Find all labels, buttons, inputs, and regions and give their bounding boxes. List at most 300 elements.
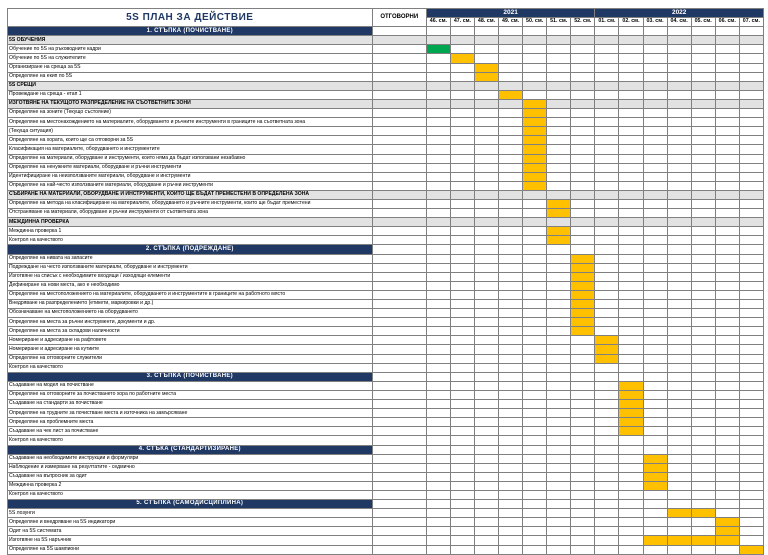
week-cell[interactable] xyxy=(643,254,667,263)
week-cell[interactable] xyxy=(739,199,763,208)
week-cell[interactable] xyxy=(523,327,547,336)
week-cell[interactable] xyxy=(426,63,450,72)
week-cell[interactable] xyxy=(643,127,667,136)
week-cell[interactable] xyxy=(595,500,619,509)
week-cell[interactable] xyxy=(474,336,498,345)
week-cell[interactable] xyxy=(547,318,571,327)
gantt-bar[interactable] xyxy=(643,463,667,472)
week-header[interactable]: 49. см. xyxy=(499,18,523,27)
week-cell[interactable] xyxy=(619,190,643,199)
week-cell[interactable] xyxy=(571,390,595,399)
responsible-cell[interactable] xyxy=(372,72,426,81)
week-cell[interactable] xyxy=(450,254,474,263)
week-cell[interactable] xyxy=(739,354,763,363)
week-cell[interactable] xyxy=(450,527,474,536)
week-cell[interactable] xyxy=(571,27,595,36)
week-cell[interactable] xyxy=(715,263,739,272)
week-cell[interactable] xyxy=(667,381,691,390)
week-cell[interactable] xyxy=(739,436,763,445)
week-header[interactable]: 05. см. xyxy=(691,18,715,27)
week-cell[interactable] xyxy=(667,354,691,363)
week-cell[interactable] xyxy=(474,81,498,90)
week-cell[interactable] xyxy=(619,199,643,208)
year-2021-header[interactable]: 2021 xyxy=(426,9,595,18)
week-cell[interactable] xyxy=(715,445,739,454)
responsible-cell[interactable] xyxy=(372,445,426,454)
week-cell[interactable] xyxy=(450,90,474,99)
week-cell[interactable] xyxy=(450,63,474,72)
week-cell[interactable] xyxy=(426,336,450,345)
week-cell[interactable] xyxy=(499,490,523,499)
week-cell[interactable] xyxy=(739,190,763,199)
week-cell[interactable] xyxy=(595,400,619,409)
week-cell[interactable] xyxy=(571,381,595,390)
gantt-bar[interactable] xyxy=(523,181,547,190)
week-cell[interactable] xyxy=(547,118,571,127)
task-name[interactable]: Дефиниране на нови места, ако е необходимо xyxy=(8,281,373,290)
week-cell[interactable] xyxy=(523,36,547,45)
week-cell[interactable] xyxy=(595,227,619,236)
week-cell[interactable] xyxy=(715,500,739,509)
week-cell[interactable] xyxy=(643,290,667,299)
week-cell[interactable] xyxy=(643,63,667,72)
week-cell[interactable] xyxy=(667,72,691,81)
task-name[interactable]: Обучение по 5S на служителите xyxy=(8,54,373,63)
task-name[interactable]: Създаване на чек лист за почистване xyxy=(8,427,373,436)
gantt-bar[interactable] xyxy=(523,154,547,163)
week-cell[interactable] xyxy=(739,309,763,318)
week-cell[interactable] xyxy=(547,145,571,154)
task-name[interactable]: Наблюдение и измерване на резултатите - седмично xyxy=(8,463,373,472)
week-cell[interactable] xyxy=(691,518,715,527)
week-cell[interactable] xyxy=(426,472,450,481)
week-cell[interactable] xyxy=(595,263,619,272)
week-cell[interactable] xyxy=(571,209,595,218)
week-cell[interactable] xyxy=(619,263,643,272)
week-cell[interactable] xyxy=(739,245,763,254)
gantt-bar[interactable] xyxy=(523,127,547,136)
week-cell[interactable] xyxy=(619,509,643,518)
week-cell[interactable] xyxy=(499,218,523,227)
week-cell[interactable] xyxy=(715,381,739,390)
week-cell[interactable] xyxy=(426,372,450,381)
week-cell[interactable] xyxy=(739,527,763,536)
week-cell[interactable] xyxy=(547,272,571,281)
week-cell[interactable] xyxy=(547,363,571,372)
week-cell[interactable] xyxy=(426,290,450,299)
week-cell[interactable] xyxy=(571,463,595,472)
week-cell[interactable] xyxy=(523,245,547,254)
gantt-bar[interactable] xyxy=(571,327,595,336)
week-cell[interactable] xyxy=(426,236,450,245)
week-cell[interactable] xyxy=(547,154,571,163)
week-cell[interactable] xyxy=(450,409,474,418)
week-cell[interactable] xyxy=(691,290,715,299)
week-cell[interactable] xyxy=(426,218,450,227)
responsible-cell[interactable] xyxy=(372,518,426,527)
gantt-bar[interactable] xyxy=(571,300,595,309)
week-cell[interactable] xyxy=(739,390,763,399)
week-cell[interactable] xyxy=(643,427,667,436)
week-cell[interactable] xyxy=(715,472,739,481)
task-name[interactable]: Одит на 5S системата xyxy=(8,527,373,536)
week-cell[interactable] xyxy=(643,45,667,54)
gantt-bar[interactable] xyxy=(643,536,667,545)
week-cell[interactable] xyxy=(619,472,643,481)
week-cell[interactable] xyxy=(523,281,547,290)
week-cell[interactable] xyxy=(450,99,474,108)
step-title[interactable]: 3. СТЪПКА (ПОЧИСТВАНЕ) xyxy=(8,372,373,381)
week-cell[interactable] xyxy=(499,118,523,127)
week-cell[interactable] xyxy=(643,490,667,499)
week-cell[interactable] xyxy=(426,418,450,427)
week-cell[interactable] xyxy=(739,490,763,499)
responsible-cell[interactable] xyxy=(372,218,426,227)
week-cell[interactable] xyxy=(667,36,691,45)
task-name[interactable]: Контрол на качеството xyxy=(8,490,373,499)
week-cell[interactable] xyxy=(547,172,571,181)
week-cell[interactable] xyxy=(595,527,619,536)
week-cell[interactable] xyxy=(691,136,715,145)
week-cell[interactable] xyxy=(667,327,691,336)
week-cell[interactable] xyxy=(667,272,691,281)
responsible-cell[interactable] xyxy=(372,254,426,263)
week-cell[interactable] xyxy=(619,318,643,327)
week-cell[interactable] xyxy=(619,118,643,127)
week-cell[interactable] xyxy=(547,454,571,463)
week-cell[interactable] xyxy=(547,336,571,345)
week-cell[interactable] xyxy=(499,536,523,545)
task-name[interactable]: Обозначаване на местоположението на оборудването xyxy=(8,309,373,318)
week-cell[interactable] xyxy=(523,190,547,199)
week-cell[interactable] xyxy=(547,27,571,36)
week-cell[interactable] xyxy=(499,309,523,318)
week-cell[interactable] xyxy=(691,327,715,336)
week-cell[interactable] xyxy=(523,72,547,81)
week-cell[interactable] xyxy=(643,245,667,254)
week-cell[interactable] xyxy=(547,127,571,136)
week-cell[interactable] xyxy=(499,318,523,327)
week-cell[interactable] xyxy=(667,436,691,445)
week-cell[interactable] xyxy=(643,163,667,172)
week-cell[interactable] xyxy=(450,181,474,190)
week-cell[interactable] xyxy=(667,290,691,299)
week-cell[interactable] xyxy=(739,72,763,81)
gantt-bar[interactable] xyxy=(571,290,595,299)
week-cell[interactable] xyxy=(474,136,498,145)
week-cell[interactable] xyxy=(426,381,450,390)
week-cell[interactable] xyxy=(571,154,595,163)
week-cell[interactable] xyxy=(739,400,763,409)
week-cell[interactable] xyxy=(426,409,450,418)
week-cell[interactable] xyxy=(595,363,619,372)
week-cell[interactable] xyxy=(523,90,547,99)
week-cell[interactable] xyxy=(523,345,547,354)
week-cell[interactable] xyxy=(499,36,523,45)
week-cell[interactable] xyxy=(715,99,739,108)
week-cell[interactable] xyxy=(474,145,498,154)
week-cell[interactable] xyxy=(426,518,450,527)
week-cell[interactable] xyxy=(571,236,595,245)
week-cell[interactable] xyxy=(643,227,667,236)
year-2022-header[interactable]: 2022 xyxy=(595,9,764,18)
week-cell[interactable] xyxy=(450,345,474,354)
week-cell[interactable] xyxy=(715,290,739,299)
week-cell[interactable] xyxy=(595,190,619,199)
week-cell[interactable] xyxy=(667,300,691,309)
week-cell[interactable] xyxy=(619,145,643,154)
week-cell[interactable] xyxy=(499,500,523,509)
week-header[interactable]: 06. см. xyxy=(715,18,739,27)
task-name[interactable]: Определяне на материали, оборудване и инструменти, които няма да бъдат използвани незабавно xyxy=(8,154,373,163)
week-cell[interactable] xyxy=(595,300,619,309)
week-cell[interactable] xyxy=(643,27,667,36)
week-cell[interactable] xyxy=(547,99,571,108)
week-cell[interactable] xyxy=(619,81,643,90)
week-cell[interactable] xyxy=(450,509,474,518)
responsible-cell[interactable] xyxy=(372,454,426,463)
week-cell[interactable] xyxy=(571,145,595,154)
week-cell[interactable] xyxy=(547,481,571,490)
task-name[interactable]: Подреждане на често използваните материали, оборудване и инструменти xyxy=(8,263,373,272)
responsible-cell[interactable] xyxy=(372,163,426,172)
week-cell[interactable] xyxy=(523,45,547,54)
week-cell[interactable] xyxy=(739,209,763,218)
responsible-cell[interactable] xyxy=(372,463,426,472)
responsible-cell[interactable] xyxy=(372,327,426,336)
week-cell[interactable] xyxy=(523,318,547,327)
week-cell[interactable] xyxy=(691,445,715,454)
week-cell[interactable] xyxy=(643,318,667,327)
week-cell[interactable] xyxy=(619,209,643,218)
week-cell[interactable] xyxy=(667,490,691,499)
week-cell[interactable] xyxy=(667,90,691,99)
week-cell[interactable] xyxy=(547,409,571,418)
responsible-cell[interactable] xyxy=(372,45,426,54)
week-cell[interactable] xyxy=(739,90,763,99)
week-cell[interactable] xyxy=(474,36,498,45)
week-cell[interactable] xyxy=(450,363,474,372)
week-cell[interactable] xyxy=(499,472,523,481)
week-cell[interactable] xyxy=(426,127,450,136)
gantt-bar[interactable] xyxy=(547,236,571,245)
gantt-bar[interactable] xyxy=(691,509,715,518)
week-cell[interactable] xyxy=(474,427,498,436)
week-cell[interactable] xyxy=(499,127,523,136)
gantt-bar[interactable] xyxy=(571,309,595,318)
week-cell[interactable] xyxy=(499,172,523,181)
week-cell[interactable] xyxy=(691,345,715,354)
week-cell[interactable] xyxy=(739,463,763,472)
week-cell[interactable] xyxy=(619,54,643,63)
responsible-cell[interactable] xyxy=(372,245,426,254)
week-cell[interactable] xyxy=(523,427,547,436)
task-name[interactable]: Класификация на материалите, оборудването и инструментите xyxy=(8,145,373,154)
week-cell[interactable] xyxy=(499,372,523,381)
week-cell[interactable] xyxy=(619,545,643,554)
week-cell[interactable] xyxy=(547,254,571,263)
week-cell[interactable] xyxy=(499,381,523,390)
week-cell[interactable] xyxy=(426,199,450,208)
week-cell[interactable] xyxy=(474,509,498,518)
week-cell[interactable] xyxy=(426,509,450,518)
week-cell[interactable] xyxy=(571,136,595,145)
week-cell[interactable] xyxy=(571,409,595,418)
task-name[interactable]: Контрол на качеството xyxy=(8,436,373,445)
week-cell[interactable] xyxy=(643,109,667,118)
week-cell[interactable] xyxy=(595,72,619,81)
week-cell[interactable] xyxy=(667,527,691,536)
week-cell[interactable] xyxy=(450,454,474,463)
week-cell[interactable] xyxy=(426,136,450,145)
week-cell[interactable] xyxy=(739,272,763,281)
week-cell[interactable] xyxy=(739,163,763,172)
gantt-bar[interactable] xyxy=(523,118,547,127)
week-cell[interactable] xyxy=(571,181,595,190)
week-cell[interactable] xyxy=(523,454,547,463)
week-cell[interactable] xyxy=(571,45,595,54)
week-header[interactable]: 03. см. xyxy=(643,18,667,27)
week-header[interactable]: 07. см. xyxy=(739,18,763,27)
week-cell[interactable] xyxy=(474,436,498,445)
week-cell[interactable] xyxy=(571,109,595,118)
gantt-bar[interactable] xyxy=(619,390,643,399)
week-cell[interactable] xyxy=(499,54,523,63)
responsible-cell[interactable] xyxy=(372,436,426,445)
task-name[interactable]: Определяне на нивата на запасите xyxy=(8,254,373,263)
week-cell[interactable] xyxy=(691,381,715,390)
week-cell[interactable] xyxy=(474,272,498,281)
week-cell[interactable] xyxy=(691,209,715,218)
week-cell[interactable] xyxy=(739,454,763,463)
week-cell[interactable] xyxy=(523,463,547,472)
week-cell[interactable] xyxy=(643,118,667,127)
week-cell[interactable] xyxy=(715,345,739,354)
week-cell[interactable] xyxy=(474,236,498,245)
week-cell[interactable] xyxy=(499,354,523,363)
week-cell[interactable] xyxy=(619,363,643,372)
week-cell[interactable] xyxy=(450,427,474,436)
week-cell[interactable] xyxy=(595,327,619,336)
week-cell[interactable] xyxy=(691,145,715,154)
week-cell[interactable] xyxy=(499,545,523,554)
week-cell[interactable] xyxy=(595,418,619,427)
responsible-cell[interactable] xyxy=(372,490,426,499)
week-cell[interactable] xyxy=(667,81,691,90)
week-cell[interactable] xyxy=(499,409,523,418)
week-cell[interactable] xyxy=(474,409,498,418)
responsible-cell[interactable] xyxy=(372,536,426,545)
week-cell[interactable] xyxy=(619,181,643,190)
week-cell[interactable] xyxy=(426,181,450,190)
responsible-cell[interactable] xyxy=(372,390,426,399)
week-cell[interactable] xyxy=(667,472,691,481)
gantt-bar[interactable] xyxy=(499,90,523,99)
week-cell[interactable] xyxy=(571,36,595,45)
week-cell[interactable] xyxy=(523,500,547,509)
week-cell[interactable] xyxy=(474,45,498,54)
week-cell[interactable] xyxy=(595,181,619,190)
week-cell[interactable] xyxy=(499,300,523,309)
week-cell[interactable] xyxy=(547,81,571,90)
week-cell[interactable] xyxy=(691,272,715,281)
week-cell[interactable] xyxy=(643,72,667,81)
week-cell[interactable] xyxy=(667,99,691,108)
responsible-cell[interactable] xyxy=(372,300,426,309)
week-cell[interactable] xyxy=(474,345,498,354)
responsible-cell[interactable] xyxy=(372,127,426,136)
week-cell[interactable] xyxy=(667,163,691,172)
responsible-cell[interactable] xyxy=(372,236,426,245)
week-cell[interactable] xyxy=(691,181,715,190)
week-cell[interactable] xyxy=(715,163,739,172)
gantt-bar[interactable] xyxy=(643,472,667,481)
week-cell[interactable] xyxy=(595,236,619,245)
week-cell[interactable] xyxy=(523,472,547,481)
week-cell[interactable] xyxy=(474,218,498,227)
gantt-bar[interactable] xyxy=(739,545,763,554)
task-name[interactable]: Определяне на екип по 5S xyxy=(8,72,373,81)
week-cell[interactable] xyxy=(499,45,523,54)
week-cell[interactable] xyxy=(739,500,763,509)
week-cell[interactable] xyxy=(715,27,739,36)
week-cell[interactable] xyxy=(619,63,643,72)
week-cell[interactable] xyxy=(474,227,498,236)
week-cell[interactable] xyxy=(715,309,739,318)
responsible-cell[interactable] xyxy=(372,136,426,145)
week-header[interactable]: 47. см. xyxy=(450,18,474,27)
week-cell[interactable] xyxy=(426,245,450,254)
week-cell[interactable] xyxy=(450,72,474,81)
week-cell[interactable] xyxy=(523,436,547,445)
week-cell[interactable] xyxy=(715,400,739,409)
week-cell[interactable] xyxy=(571,527,595,536)
week-cell[interactable] xyxy=(426,463,450,472)
week-cell[interactable] xyxy=(643,345,667,354)
responsible-cell[interactable] xyxy=(372,309,426,318)
step-title[interactable]: 5. СТЪПКА (САМОДИСЦИПЛИНА) xyxy=(8,500,373,509)
week-cell[interactable] xyxy=(450,136,474,145)
week-cell[interactable] xyxy=(739,518,763,527)
week-cell[interactable] xyxy=(523,227,547,236)
week-cell[interactable] xyxy=(571,118,595,127)
gantt-bar[interactable] xyxy=(571,263,595,272)
task-name[interactable]: Определяне на отговорните служители xyxy=(8,354,373,363)
week-cell[interactable] xyxy=(426,27,450,36)
week-cell[interactable] xyxy=(474,445,498,454)
week-cell[interactable] xyxy=(619,481,643,490)
week-cell[interactable] xyxy=(523,445,547,454)
week-cell[interactable] xyxy=(523,209,547,218)
week-cell[interactable] xyxy=(571,445,595,454)
week-cell[interactable] xyxy=(667,281,691,290)
week-cell[interactable] xyxy=(571,127,595,136)
week-cell[interactable] xyxy=(715,72,739,81)
week-cell[interactable] xyxy=(426,109,450,118)
week-cell[interactable] xyxy=(715,227,739,236)
task-name[interactable]: Определяне на отговорните за почистването хора по работните места xyxy=(8,390,373,399)
week-cell[interactable] xyxy=(474,163,498,172)
gantt-bar[interactable] xyxy=(715,536,739,545)
week-cell[interactable] xyxy=(571,190,595,199)
week-cell[interactable] xyxy=(499,527,523,536)
week-cell[interactable] xyxy=(643,327,667,336)
week-cell[interactable] xyxy=(643,181,667,190)
week-cell[interactable] xyxy=(547,427,571,436)
responsible-cell[interactable] xyxy=(372,227,426,236)
week-cell[interactable] xyxy=(619,327,643,336)
week-cell[interactable] xyxy=(595,127,619,136)
